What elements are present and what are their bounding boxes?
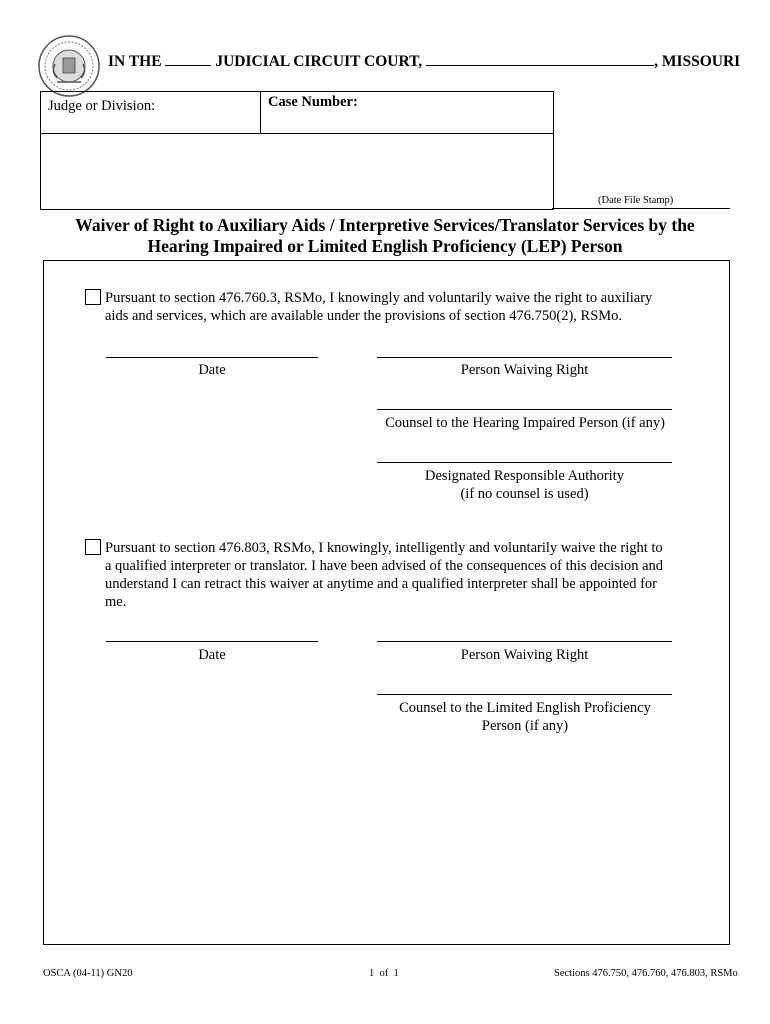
authority-sub-label: (if no counsel is used) [460,486,589,502]
person-waiving-label-2: Person Waiving Right [460,647,589,663]
judge-division-label: Judge or Division: [48,98,156,114]
person-waiving-signature-line-1[interactable] [377,357,672,358]
section2-line-3: understand I can retract this waiver at anytime and a qualified interpreter shall be appointed for [105,576,657,592]
authority-label [377,467,672,503]
file-stamp-rule [552,208,730,209]
counsel-lep-label [370,699,680,735]
person-waiving-label-1: Person Waiving Right [460,362,589,378]
section2-line-2: a qualified interpreter or translator. I have been advised of the consequences of this decision and [105,558,664,574]
counsel-lep-label-line: Counsel to the Limited English Proficiency [399,700,651,716]
auxiliary-aids-waiver-checkbox[interactable] [85,289,101,305]
case-number-label: Case Number: [268,94,358,110]
header-circuit: JUDICIAL CIRCUIT COURT, [215,53,423,70]
missouri-state-seal [37,34,101,98]
auxiliary-aids-waiver-text [105,289,705,325]
counsel-hearing-label: Counsel to the Hearing Impaired Person (if any) [385,415,665,431]
authority-signature-line[interactable] [377,462,672,463]
date-label-2: Date [198,647,226,663]
interpreter-waiver-checkbox[interactable] [85,539,101,555]
date-signature-line-2[interactable] [106,641,318,642]
header-in-the: IN THE [108,53,162,70]
date-label-1: Date [198,362,226,378]
caption-rule [41,133,553,134]
caption-box [40,91,554,210]
header-state: , MISSOURI [654,53,741,70]
county-field[interactable] [426,52,654,66]
person-waiving-signature-line-2[interactable] [377,641,672,642]
section2-line-1: Pursuant to section 476.803, RSMo, I knowingly, intelligently and voluntarily waive the right to [105,540,663,556]
form-title [30,215,740,257]
interpreter-waiver-text [105,539,715,611]
circuit-number-field[interactable] [165,52,211,66]
statute-sections: Sections 476.750, 476.760, 476.803, RSMo [554,968,738,979]
counsel-lep-signature-line[interactable] [377,694,672,695]
section1-line-2: aids and services, which are available under the provisions of section 476.750(2), RSMo. [105,308,623,324]
court-header [108,52,740,71]
authority-label-line: Designated Responsible Authority [425,468,624,484]
title-line-1: Waiver of Right to Auxiliary Aids / Interpretive Services/Translator Services by the [75,215,695,235]
date-signature-line-1[interactable] [106,357,318,358]
counsel-hearing-signature-line[interactable] [377,409,672,410]
form-id: OSCA (04-11) GN20 [43,968,133,979]
title-line-2: Hearing Impaired or Limited English Proficiency (LEP) Person [147,236,623,256]
section2-line-4: me. [105,594,127,610]
counsel-lep-sub-label: Person (if any) [481,718,569,734]
section1-line-1: Pursuant to section 476.760.3, RSMo, I knowingly and voluntarily waive the right to auxiliary [105,290,653,306]
date-file-stamp-label: (Date File Stamp) [598,195,674,206]
page-number: 1 of 1 [369,968,399,979]
caption-divider [260,92,261,133]
